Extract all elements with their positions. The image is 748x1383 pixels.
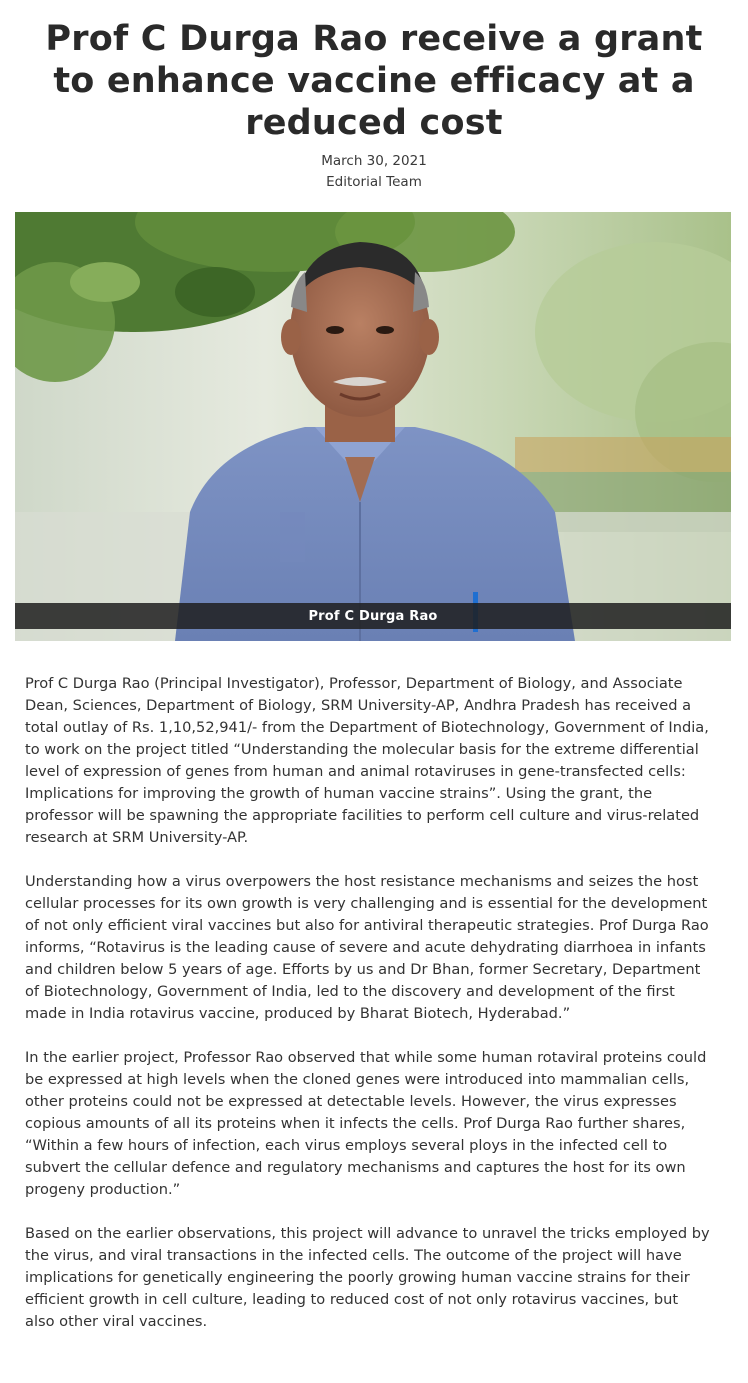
article-date: March 30, 2021	[321, 153, 427, 169]
photo-caption-bar	[15, 603, 731, 629]
article-body	[25, 673, 711, 1355]
article-paragraph: In the earlier project, Professor Rao observed that while some human rotaviral proteins could be expressed at high levels when the cloned genes were introduced into mammalian cells, other proteins could not be expressed at detectable levels. However, the virus expresses copious amounts of all its proteins when it infects the cells. Prof Durga Rao further shares, “Within a few hours of infection, each virus employs several ploys in the infected cell to subvert the cellular defence and regulatory mechanisms and captures the host for its own progeny production.”	[25, 1049, 707, 1198]
photo-caption: Prof C Durga Rao	[308, 608, 438, 624]
portrait-photo	[15, 212, 731, 641]
article-paragraph: Based on the earlier observations, this project will advance to unravel the tricks employed by the virus, and viral transactions in the infected cells. The outcome of the project will have implications for genetically engineering the poorly growing human vaccine strains for their efficient growth in cell culture, leading to reduced cost of not only rotavirus vaccines, but also other viral vaccines.	[25, 1225, 710, 1330]
article-paragraph: Understanding how a virus overpowers the host resistance mechanisms and seizes the host cellular processes for its own growth is very challenging and is essential for the development of not only efficient viral vaccines but also for antiviral therapeutic strategies. Prof Durga Rao informs, “Rotavirus is the leading cause of severe and acute dehydrating diarrhoea in infants and children below 5 years of age. Efforts by us and Dr Bhan, former Secretary, Department of Biotechnology, Government of India, led to the discovery and development of the first made in India rotavirus vaccine, produced by Bharat Biotech, Hyderabad.”	[25, 873, 709, 1022]
article-title: Prof C Durga Rao receive a grant to enhance vaccine efficacy at a reduced cost	[45, 19, 703, 143]
article-paragraph: Prof C Durga Rao (Principal Investigator), Professor, Department of Biology, and Associate Dean, Sciences, Department of Biology, SRM University-AP, Andhra Pradesh has received a total outlay of Rs. 1,10,52,941/- from the Department of Biotechnology, Government of India, to work on the project titled “Understanding the molecular basis for the extreme differential level of expression of genes from human and animal rotaviruses in gene-transfected cells: Implications for improving the growth of human vaccine strains”. Using the grant, the professor will be spawning the appropriate facilities to perform cell culture and virus-related research at SRM University-AP.	[25, 675, 709, 846]
article-author: Editorial Team	[326, 174, 422, 190]
